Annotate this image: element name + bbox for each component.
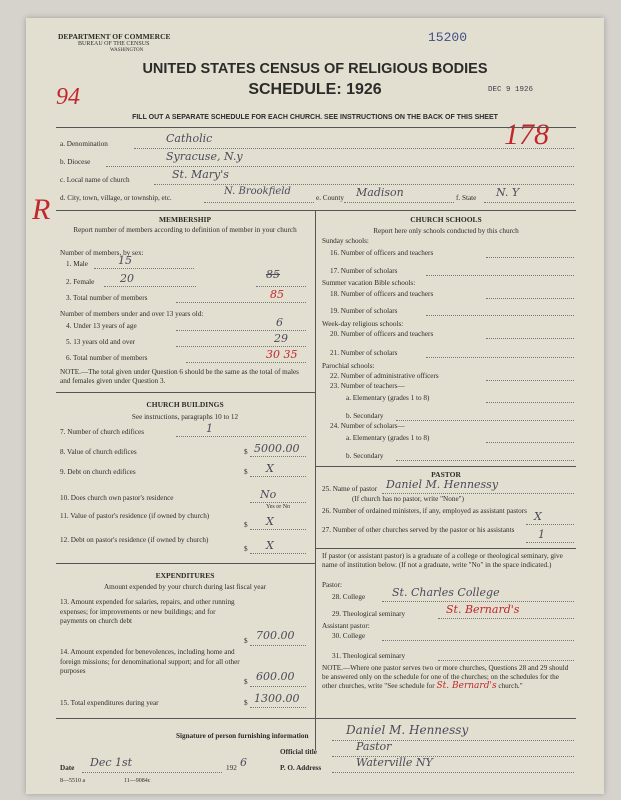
q2-line (104, 286, 196, 287)
q13-dollar: $ (244, 637, 248, 645)
q25-line (382, 493, 574, 494)
state-value: N. Y (496, 186, 520, 199)
serial-number: 15200 (428, 30, 468, 45)
buildings-sub: See instructions, paragraphs 10 to 12 (131, 413, 239, 421)
official-title-label: Official title (280, 748, 317, 756)
po-address-label: P. O. Address (280, 764, 322, 772)
q6-value: 30 35 (266, 348, 298, 361)
q29-value: St. Bernard's (446, 603, 520, 616)
q19-line (426, 315, 574, 316)
q18-line (486, 298, 574, 299)
q8-value: 5000.00 (254, 442, 300, 455)
q11-label: 11. Value of pastor's residence (if owned by church) (60, 512, 210, 520)
q28-value: St. Charles College (392, 586, 500, 599)
signature-value: Daniel M. Hennessy (346, 723, 469, 737)
q15-dollar: $ (244, 699, 248, 707)
q25-note: (If church has no pastor, write "None") (352, 495, 464, 503)
county-value: Madison (356, 186, 404, 199)
q13-label: 13. Amount expended for salaries, repairs, and other running expenses; for improvements or new buildings; and for payments on church debt (60, 598, 235, 625)
q15-line (250, 707, 306, 708)
state-line (484, 202, 574, 203)
form-code-2: 11—9084c (124, 778, 151, 784)
pastor-note-text: NOTE.—Where one pastor serves two or more churches, Questions 28 and 29 should be answered only on the schedule for one of the churches; on the schedules for the other churches, write "See schedule for (322, 664, 569, 690)
q16-label: 16. Number of officers and teachers (330, 249, 434, 257)
q14-label: 14. Amount expended for benevolences, including home and foreign missions; for denominational support; and for all other purposes (60, 648, 240, 675)
q12-dollar: $ (244, 545, 248, 553)
q13-value: 700.00 (256, 629, 295, 642)
q12-label: 12. Debt on pastor's residence (if owned by church) (60, 536, 209, 544)
membership-rule (56, 392, 315, 393)
q24b-label: b. Secondary (346, 452, 384, 460)
q18-label: 18. Number of officers and teachers (330, 290, 434, 298)
q6-line (186, 362, 306, 363)
q10-value: No (260, 488, 277, 501)
q5-label: 5. 13 years old and over (66, 338, 136, 346)
pastor-sub-label: Pastor: (322, 581, 342, 589)
q7-value: 1 (206, 422, 213, 435)
local-name-label: c. Local name of church (60, 176, 130, 184)
q2-label: 2. Female (66, 278, 95, 286)
q19-label: 19. Number of scholars (330, 307, 398, 315)
q26-label: 26. Number of ordained ministers, if any, employed as assistant pastors (322, 507, 527, 515)
column-divider (315, 210, 316, 750)
sunday-label: Sunday schools: (322, 237, 369, 245)
q29-line (438, 618, 574, 619)
q24-label: 24. Number of scholars— (330, 422, 405, 430)
city-line (204, 202, 314, 203)
q25-value: Daniel M. Hennessy (386, 478, 499, 491)
membership-title: MEMBERSHIP (158, 215, 212, 224)
q3-label: 3. Total number of members (66, 294, 148, 302)
q23-label: 23. Number of teachers— (330, 382, 405, 390)
q3-line (176, 302, 306, 303)
q1-label: 1. Male (66, 260, 88, 268)
q23b-label: b. Secondary (346, 412, 384, 420)
q24b-line (396, 460, 574, 461)
pastor-note (322, 664, 574, 691)
buildings-rule (56, 563, 315, 564)
q26-value: X (534, 510, 542, 523)
q27-label: 27. Number of other churches served by the pastor or his assistants (322, 526, 515, 534)
state-label: f. State (456, 194, 477, 202)
city-label: WASHINGTON (110, 48, 144, 53)
q23b-line (396, 420, 574, 421)
q15-label: 15. Total expenditures during year (60, 699, 159, 707)
membership-note: NOTE.—The total given under Question 6 should be the same as the total of males and females given under Question 3. (60, 368, 299, 385)
q23a-line (486, 402, 574, 403)
date-stamp: DEC 9 1926 (488, 86, 534, 94)
members-by-age: Number of members under and over 13 years old: (60, 310, 204, 318)
q6-label: 6. Total number of members (66, 354, 148, 362)
local-name-line (154, 184, 574, 185)
diocese-label: b. Diocese (60, 158, 91, 166)
q10-label: 10. Does church own pastor's residence (60, 494, 174, 502)
parochial-label: Parochial schools: (322, 362, 375, 370)
q30-label: 30. College (332, 632, 366, 640)
schedule-title: SCHEDULE: 1926 (248, 81, 382, 98)
q14-dollar: $ (244, 678, 248, 686)
local-name-value: St. Mary's (172, 168, 229, 181)
q20-label: 20. Number of officers and teachers (330, 330, 434, 338)
buildings-title: CHURCH BUILDINGS (146, 400, 224, 409)
membership-intro: Report number of members according to definition of member in your church (73, 226, 297, 234)
q11-dollar: $ (244, 521, 248, 529)
q17-label: 17. Number of scholars (330, 267, 398, 275)
pastor-note-value: St. Bernard's (436, 681, 497, 691)
q11-line (250, 529, 306, 530)
q22-line (486, 380, 574, 381)
q11-value: X (266, 515, 274, 528)
expenditures-sub: Amount expended by your church during last fiscal year (103, 583, 267, 591)
q28-label: 28. College (332, 593, 366, 601)
q12-line (250, 553, 306, 554)
q5-line (176, 346, 306, 347)
q28-line (382, 601, 574, 602)
q31-label: 31. Theological seminary (332, 652, 406, 660)
members-by-sex: Number of members, by sex: (60, 249, 144, 257)
yes-no-note: Yes or No (266, 504, 291, 510)
q7-label: 7. Number of church edifices (60, 428, 145, 436)
form-code-1: 8—5510 a (60, 778, 86, 784)
pastor-title: PASTOR (431, 470, 461, 479)
q14-line (250, 686, 306, 687)
q8-line (250, 456, 306, 457)
q26-line (526, 524, 574, 525)
diocese-value: Syracuse, N.y (166, 150, 243, 163)
county-line (344, 202, 454, 203)
q30-line (382, 640, 574, 641)
q22-label: 22. Number of administrative officers (330, 372, 439, 380)
red-mark-r: R (32, 193, 51, 226)
q16-line (486, 257, 574, 258)
q3-value: 85 (270, 288, 284, 301)
q13-line (250, 645, 306, 646)
year-prefix: 192 (226, 764, 237, 772)
diocese-line (106, 166, 574, 167)
q4-value: 6 (276, 316, 283, 329)
bureau-label: BUREAU OF THE CENSUS (78, 41, 150, 47)
instructions-line: FILL OUT A SEPARATE SCHEDULE FOR EACH CHURCH. SEE INSTRUCTIONS ON THE BACK OF THIS SHEET (132, 114, 498, 121)
q29-label: 29. Theological seminary (332, 610, 406, 618)
section-top-rule (56, 210, 576, 211)
q21-line (426, 357, 574, 358)
schools-title: CHURCH SCHOOLS (410, 215, 482, 224)
q5-value: 29 (274, 332, 288, 345)
q8-dollar: $ (244, 448, 248, 456)
signature-label: Signature of person furnishing information (176, 732, 309, 740)
q21-label: 21. Number of scholars (330, 349, 398, 357)
date-line (82, 772, 222, 773)
q25-label: 25. Name of pastor (322, 485, 378, 493)
q27-value: 1 (538, 528, 545, 541)
date-value: Dec 1st (90, 756, 133, 769)
expenditures-title: EXPENDITURES (155, 571, 215, 580)
q10-line (250, 502, 306, 503)
q24a-label: a. Elementary (grades 1 to 8) (346, 434, 430, 442)
q17-line (426, 275, 574, 276)
q1-value: 15 (118, 254, 132, 267)
date-label: Date (60, 764, 75, 772)
summer-label: Summer vacation Bible schools: (322, 279, 416, 287)
grad-note: If pastor (or assistant pastor) is a graduate of a college or theological seminary, give name of institution below. (If not a graduate, write "No" in the space indicated.) (322, 552, 563, 569)
denomination-value: Catholic (166, 132, 213, 145)
q20-line (486, 338, 574, 339)
red-mark-94: 94 (56, 84, 80, 110)
q23a-label: a. Elementary (grades 1 to 8) (346, 394, 430, 402)
pastor-rule (315, 548, 576, 549)
q27-line (526, 542, 574, 543)
q9-value: X (266, 462, 274, 475)
dept-label: DEPARTMENT OF COMMERCE (58, 32, 171, 41)
q2-right-line (256, 286, 306, 287)
county-label: e. County (316, 194, 344, 202)
q24a-line (486, 442, 574, 443)
form-title: UNITED STATES CENSUS OF RELIGIOUS BODIES (142, 61, 488, 77)
census-form-page (26, 18, 604, 794)
q15-value: 1300.00 (254, 692, 300, 705)
po-address-line (332, 772, 574, 773)
header-rule (56, 127, 576, 128)
q8-label: 8. Value of church edifices (60, 448, 137, 456)
q9-dollar: $ (244, 468, 248, 476)
footer-rule (56, 718, 576, 719)
denomination-label: a. Denomination (60, 140, 108, 148)
q1-line (94, 268, 194, 269)
q9-label: 9. Debt on church edifices (60, 468, 136, 476)
denomination-line (134, 148, 574, 149)
q4-line (176, 330, 306, 331)
red-mark-178: 178 (504, 118, 549, 151)
schools-sub: Report here only schools conducted by this church (373, 227, 519, 235)
po-address-value: Waterville NY (356, 756, 433, 769)
year-value: 6 (240, 756, 247, 769)
q31-line (438, 660, 574, 661)
q9-line (250, 476, 306, 477)
q12-value: X (266, 539, 274, 552)
weekday-label: Week-day religious schools: (322, 320, 404, 328)
city-value: N. Brookfield (224, 186, 291, 197)
q14-value: 600.00 (256, 670, 295, 683)
q2-value: 20 (120, 272, 134, 285)
official-title-value: Pastor (356, 740, 392, 753)
schools-rule (315, 466, 576, 467)
q7-line (176, 436, 306, 437)
pastor-note-end: church." (498, 682, 523, 690)
q4-label: 4. Under 13 years of age (66, 322, 137, 330)
q2-right-value: 85 (266, 268, 280, 281)
city-label-d: d. City, town, village, or township, etc. (60, 194, 172, 202)
asst-pastor-label: Assistant pastor: (322, 622, 370, 630)
